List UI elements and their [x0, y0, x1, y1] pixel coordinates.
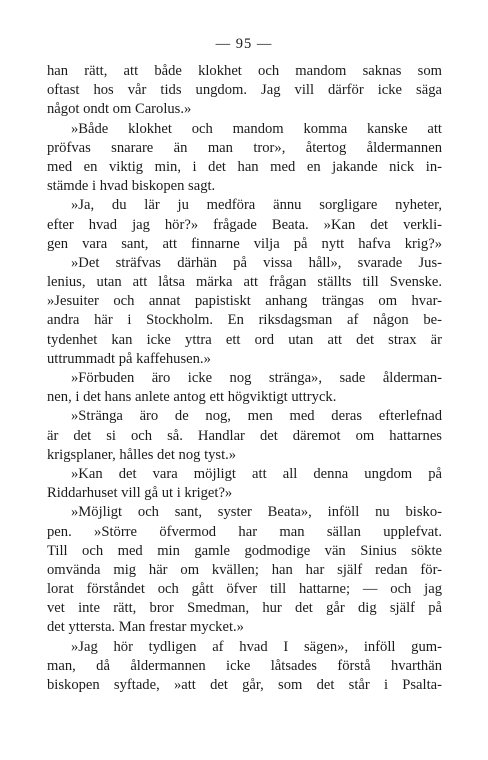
- text-line: »Det sträfvas därhän på vissa håll», svarade Jus-: [71, 254, 442, 271]
- text-line: något ondt om Carolus.»: [47, 101, 192, 118]
- text-line: Till och med min gamle godmodige vän Sinius sökte: [47, 542, 442, 559]
- text-line: oftast hos vår tids ungdom. Jag vill därför icke säga: [47, 82, 442, 99]
- text-line: tydenhet kan icke yttra ett ord utan att det strax är: [47, 331, 442, 348]
- text-line: man, då åldermannen icke låtsades förstå hvarthän: [47, 657, 442, 674]
- text-line: nen, i det hans anlete antog ett högviktigt uttryck.: [47, 389, 337, 406]
- text-line: omvända mig här om kvällen; han har själf redan för-: [47, 561, 442, 578]
- text-line: »Möjligt och sant, syster Beata», inföll nu bisko-: [71, 504, 442, 521]
- text-line: pen. »Större öfvermod har man sällan upplefvat.: [47, 523, 442, 540]
- text-line: krigsplaner, hålles det nog tyst.»: [47, 446, 237, 463]
- text-line: »Både klokhet och mandom komma kanske att: [71, 120, 442, 137]
- text-line: lenius, utan att låtsa märka att frågan ställts till Svenske.: [47, 274, 442, 291]
- text-line: andra här i Stockholm. En riksdagsman af någon be-: [47, 312, 442, 329]
- text-line: det yttersta. Man frestar mycket.»: [47, 619, 244, 636]
- text-line: »Kan det vara möjligt att all denna ungdom på: [71, 465, 442, 482]
- body-text: [47, 62, 442, 695]
- text-line: lorat förståndet och gått öfver till hattarne; — och jag: [47, 581, 442, 598]
- text-line: han rätt, att både klokhet och mandom saknas som: [47, 63, 442, 79]
- text-line: med en viktig min, i det han med en jakande nick in-: [47, 158, 442, 175]
- text-line: »Jag hör tydligen af hvad I sägen», inföll gum-: [71, 638, 442, 655]
- text-line: »Förbuden äro icke nog stränga», sade ålderman-: [71, 370, 442, 386]
- text-line: pröfvas snarare än man tror», återtog åldermannen: [47, 139, 442, 156]
- text-line: Riddarhuset vill gå ut i kriget?»: [47, 485, 233, 502]
- page-number: — 95 —: [215, 36, 273, 52]
- text-line: är det si och så. Handlar det däremot om hattarnes: [47, 427, 442, 444]
- text-line: »Stränga äro de nog, men med deras efterlefnad: [71, 408, 442, 425]
- text-line: stämde i hvad biskopen sagt.: [47, 178, 216, 195]
- text-line: »Jesuiter och annat papistiskt anhang trängas om hvar-: [47, 293, 442, 310]
- text-line: efter hvad jag hör?» frågade Beata. »Kan det verkli-: [47, 216, 442, 233]
- text-line: biskopen syftade, »att det går, som det står i Psalta-: [47, 677, 442, 693]
- text-line: »Ja, du lär ju medföra ännu sorgligare nyheter,: [71, 197, 442, 214]
- text-line: uttrummadt på kaffehusen.»: [47, 350, 211, 367]
- text-line: vet inte rätt, bror Smedman, hur det går dig själf på: [47, 600, 442, 617]
- text-line: gen vara sant, att finnarne vilja på nytt hafva krig?»: [47, 235, 442, 252]
